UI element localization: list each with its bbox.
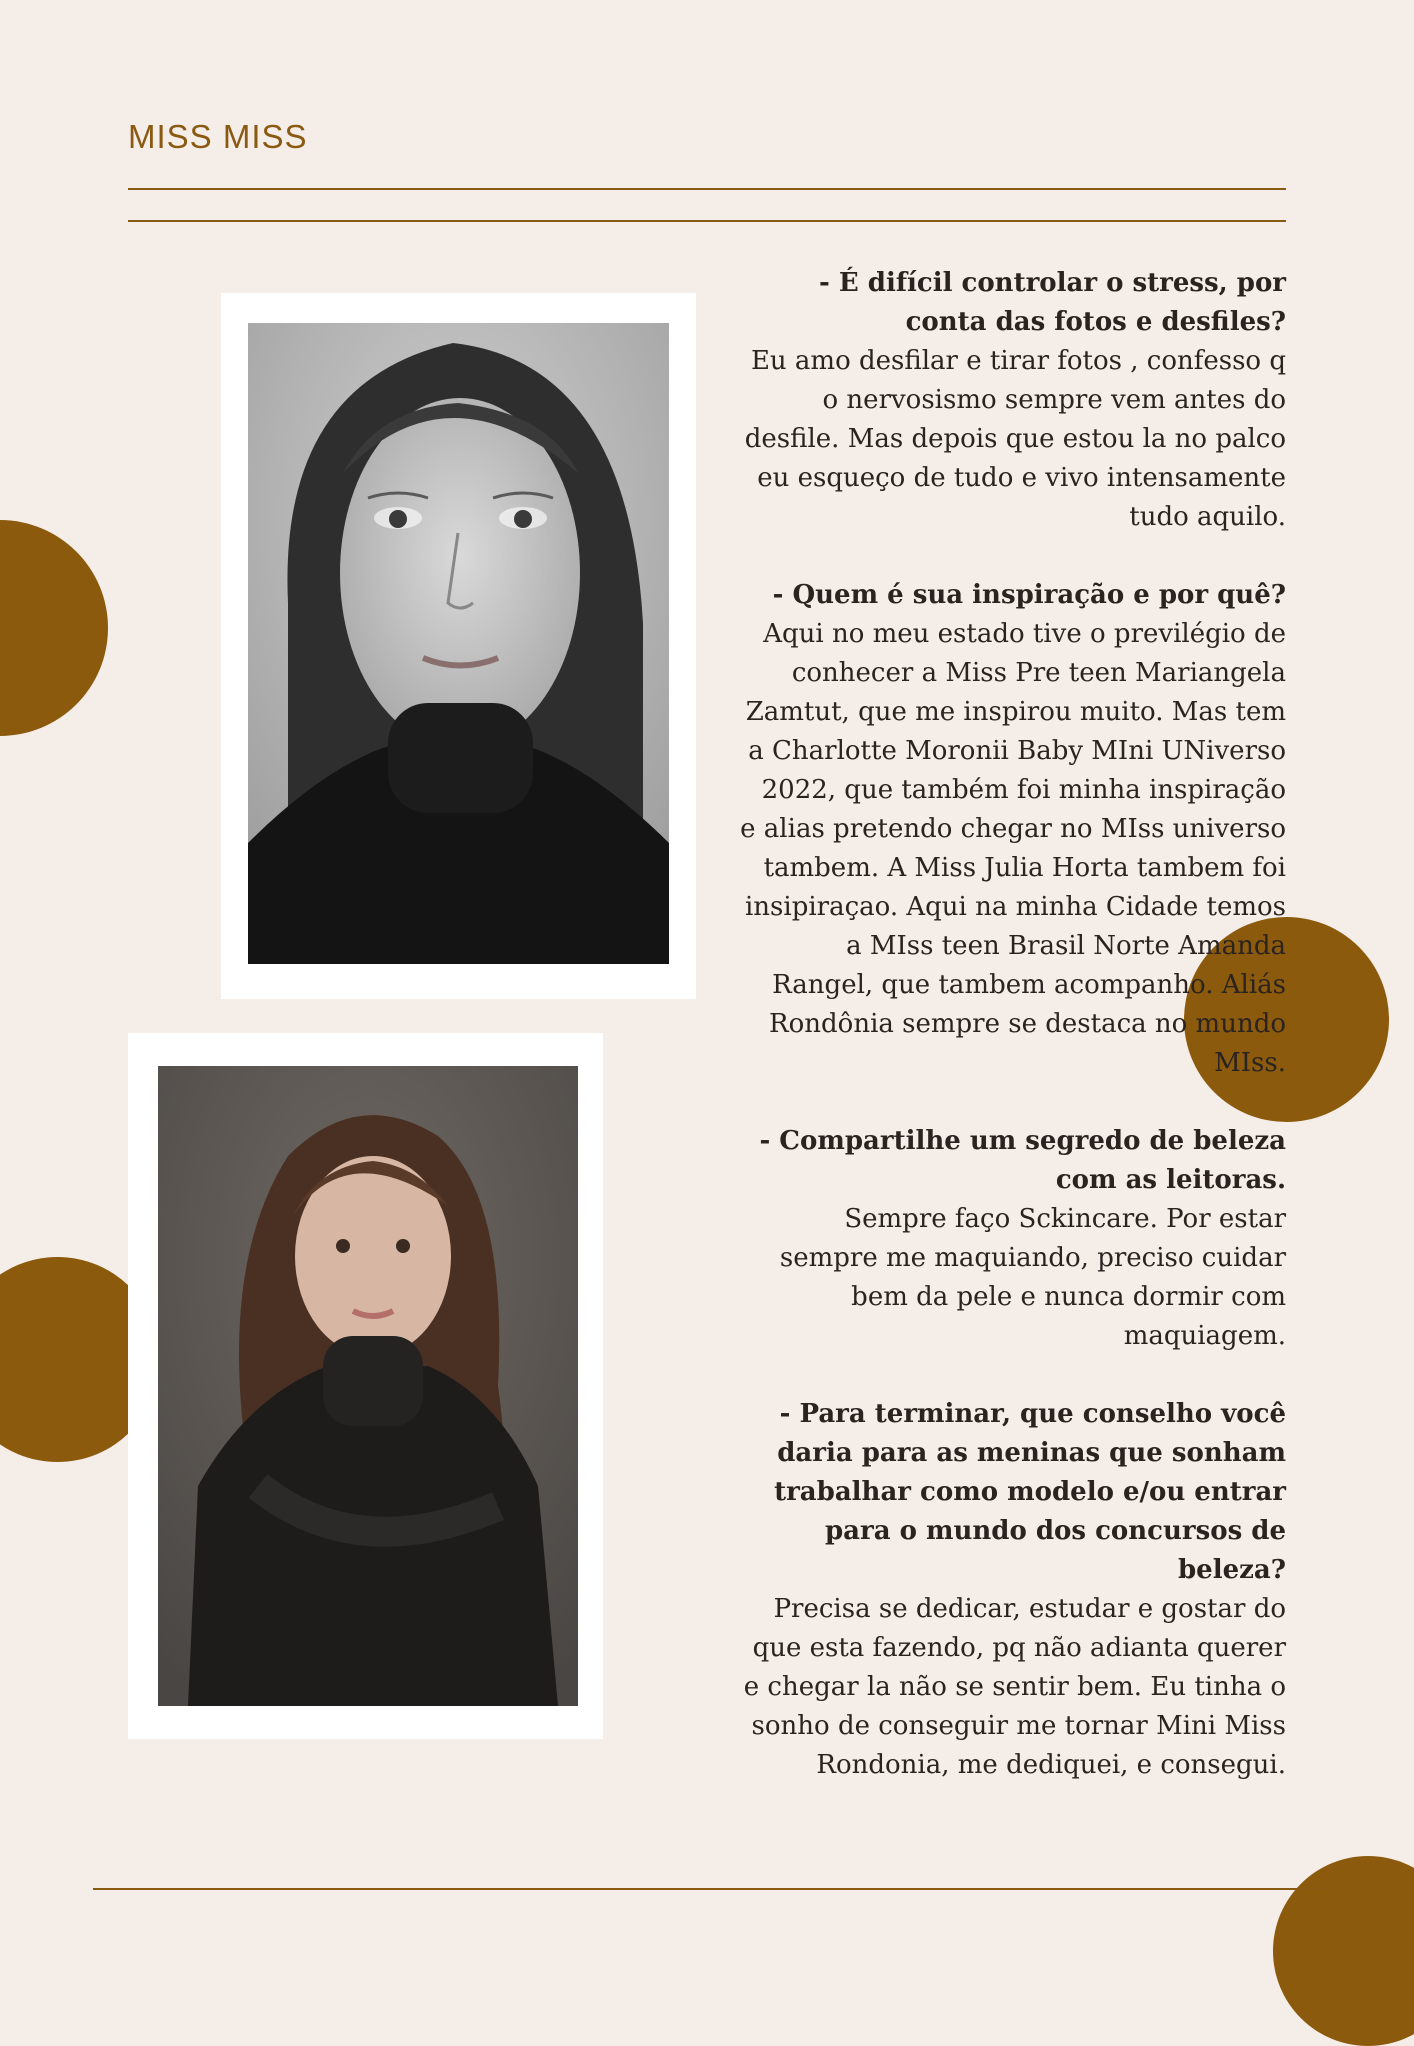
answer-stress: Eu amo desfilar e tirar fotos , confesso q o nervosismo sempre vem antes do desfile. Mas depois que estou la no palco eu esqueço de tudo e vivo intensamente tudo aquilo. [744,346,1286,532]
decorative-circle-left-upper [0,520,108,736]
footer-rule [93,1888,1328,1890]
qa-block-beauty-secret [740,1122,1286,1356]
answer-advice: Precisa se dedicar, estudar e gostar do que esta fazendo, pq não adianta querer e chegar la não se sentir bem. Eu tinha o sonho de conseguir me tornar Mini Miss Rondonia, me dediquei, e consegui. [743,1594,1286,1780]
question-beauty-secret: - Compartilhe um segredo de beleza com as leitoras. [759,1126,1286,1195]
qa-block-inspiration [740,576,1286,1083]
answer-inspiration: Aqui no meu estado tive o previlégio de conhecer a Miss Pre teen Mariangela Zamtut, que me inspirou muito. Mas tem a Charlotte Moronii Baby MIni UNiverso 2022, que também foi minha inspiração e alias pretendo chegar no MIss universo tambem. A Miss Julia Horta tambem foi insipiraçao. Aqui na minha Cidade temos a MIss teen Brasil Norte Amanda Rangel, que tambem acompanho. Aliás Rondônia sempre se destaca no mundo MIss. [740,619,1286,1078]
header-rule-top [128,188,1286,190]
decorative-circle-bottom-right [1273,1856,1414,2046]
portrait-color-image [158,1066,578,1706]
answer-beauty-secret: Sempre faço Sckincare. Por estar sempre me maquiando, preciso cuidar bem da pele e nunca dormir com maquiagem. [779,1204,1286,1351]
question-advice: - Para terminar, que conselho você daria para as meninas que sonham trabalhar como modelo e/ou entrar para o mundo dos concursos de beleza? [774,1399,1286,1585]
portrait-color [158,1066,578,1706]
portrait-bw-image [248,323,669,964]
interview-column [740,264,1286,1824]
qa-block-stress [740,264,1286,537]
portrait-black-white [248,323,669,964]
question-stress: - É difícil controlar o stress, por conta das fotos e desfiles? [819,268,1286,337]
magazine-brand: MISS MISS [128,118,308,155]
question-inspiration: - Quem é sua inspiração e por quê? [772,580,1286,610]
qa-block-advice [740,1395,1286,1785]
header-rule-bottom [128,220,1286,222]
